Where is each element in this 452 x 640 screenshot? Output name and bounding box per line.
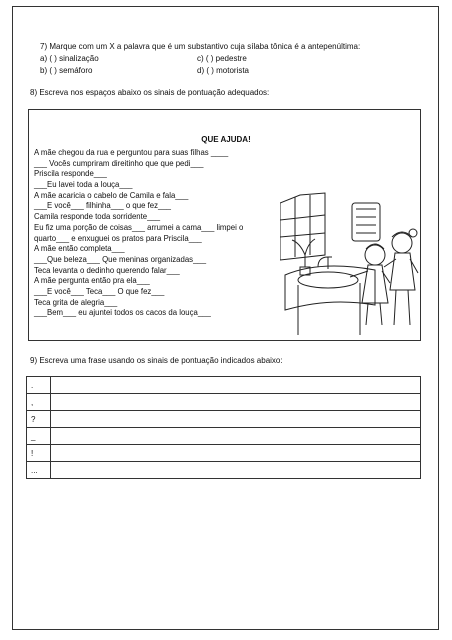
question-7-title: 7) Marque com um X a palavra que é um substantivo cuja sílaba tônica é a antepenúltima: [40, 42, 361, 51]
table-row [27, 411, 421, 428]
table-row [27, 445, 421, 462]
story-line[interactable]: A mãe pergunta então pra ela___ [34, 276, 150, 286]
story-line[interactable]: ___E você___ Teca___ O que fez___ [34, 286, 165, 296]
answer-cell[interactable] [51, 445, 421, 462]
story-line[interactable]: Teca grita de alegria___ [34, 297, 118, 307]
punctuation-sentence-table [26, 376, 421, 479]
story-text [34, 148, 243, 319]
q7-option-a[interactable]: a) ( ) sinalização [40, 54, 99, 63]
story-title: QUE AJUDA! [201, 135, 251, 144]
table-row [27, 462, 421, 479]
q7-option-b[interactable]: b) ( ) semáforo [40, 66, 93, 75]
symbol-cell: , [27, 394, 51, 411]
symbol-cell: . [27, 377, 51, 394]
answer-cell[interactable] [51, 411, 421, 428]
question-9-title: 9) Escreva uma frase usando os sinais de pontuação indicados abaixo: [30, 356, 283, 365]
girls-washing-dishes-illustration [280, 185, 420, 338]
answer-cell[interactable] [51, 394, 421, 411]
symbol-cell: ! [27, 445, 51, 462]
story-line[interactable]: Eu fiz uma porção de coisas___ arrumei a cama___ limpei o [34, 222, 244, 232]
answer-cell[interactable] [51, 462, 421, 479]
q7-option-c[interactable]: c) ( ) pedestre [197, 54, 247, 63]
story-line[interactable]: ___E você___ filhinha___ o que fez___ [34, 201, 171, 211]
table-row [27, 377, 421, 394]
symbol-cell: ? [27, 411, 51, 428]
symbol-cell: _ [27, 428, 51, 445]
story-line[interactable]: ___Bem___ eu ajuntei todos os cacos da louça___ [34, 308, 211, 318]
q7-option-d[interactable]: d) ( ) motorista [197, 66, 250, 75]
story-line[interactable]: A mãe então completa___ [34, 244, 125, 254]
story-line[interactable]: Camila responde toda sorridente___ [34, 212, 161, 222]
symbol-cell: ... [27, 462, 51, 479]
question-8-title: 8) Escreva nos espaços abaixo os sinais de pontuação adequados: [30, 88, 270, 97]
answer-cell[interactable] [51, 428, 421, 445]
answer-cell[interactable] [51, 377, 421, 394]
story-line[interactable]: Priscila responde___ [34, 169, 107, 179]
table-row [27, 428, 421, 445]
story-line[interactable]: A mãe acaricia o cabelo de Camila e fala___ [34, 190, 189, 200]
story-line[interactable]: A mãe chegou da rua e perguntou para suas filhas ____ [34, 148, 229, 157]
story-line[interactable]: Teca levanta o dedinho querendo falar___ [34, 265, 180, 275]
story-line[interactable]: ___ Vocês cumpriram direitinho que que pedi___ [34, 158, 204, 168]
story-line[interactable]: ___Que beleza___ Que meninas organizadas___ [34, 254, 207, 264]
story-line[interactable]: ___Eu lavei toda a louça___ [34, 180, 133, 190]
story-line[interactable]: quarto___ e enxuguei os pratos para Priscila___ [34, 233, 202, 243]
table-row [27, 394, 421, 411]
